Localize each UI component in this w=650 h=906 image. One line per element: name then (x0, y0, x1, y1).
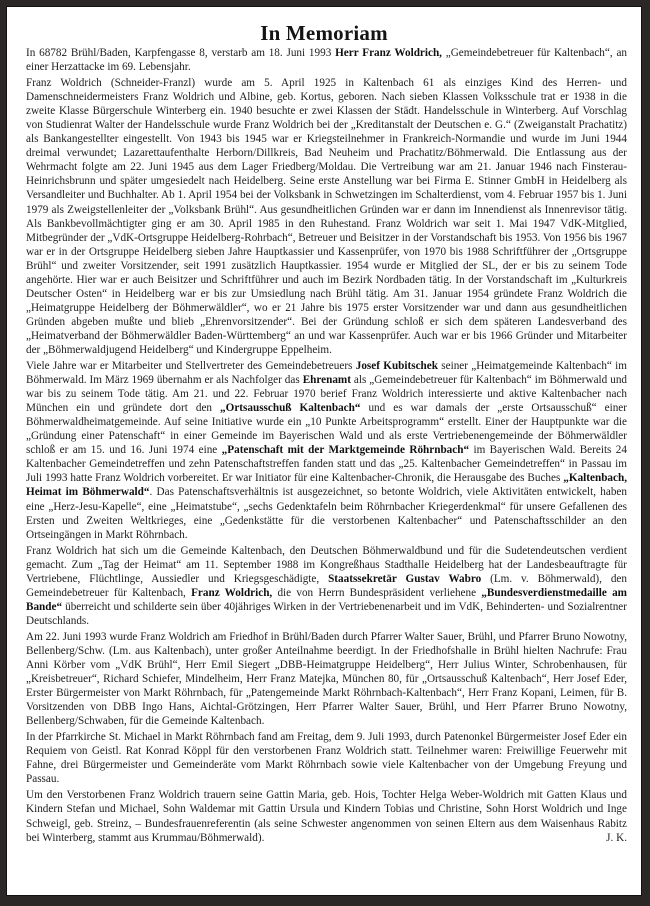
text-run: im Bayerischen Wald. Bereits 24 Kaltenbacher Gemeindetreffen und zehn Patenschaftstreffen fanden statt und das „25. Kaltenbacher Gemeindetreffen“ in Passau im Juli 1993 hatte Franz Woldrich vorbereitet. Er war Initiator für eine Kaltenbacher-Chronik, die Herausgabe des Buches (26, 444, 627, 485)
text-run: . Das Patenschaftsverhältnis ist ausgezeichnet, so betonte Woldrich, viele Aktivitäten entwickelt, haben eine „Herz-Jesu-Kapelle“, eine „Heimatstube“, „sechs Gedenktafeln beim Röhrnbacher Kriegerdenkmal“ für unsere Gefallenen des Ersten und Zweiten Weltkrieges, eine „Gedenkstätte für die verstorbenen Kaltenbacher“ und Patenschaftsschilder an den Ortseingängen in Markt Röhrnbach. (26, 486, 627, 541)
paragraph-funeral (26, 630, 627, 728)
emphasized-text: Josef Kubitschek (355, 360, 438, 373)
emphasized-text: Franz Woldrich, (191, 586, 273, 599)
paragraph-biography (26, 76, 627, 357)
text-run: Franz Woldrich (Schneider-Franzl) wurde am 5. April 1925 in Kaltenbach 61 als einziges Kind des Herren- und Damenschneidermeisters Franz Woldrich und Albine, geb. Kortus, geboren. Nach sieben Klassen Volksschule trat er 1938 in die zweite Klasse Bürgerschule Winterberg ein. 1940 besuchte er zwei Klassen der Städt. Handelsschule in Winterberg. Auf Vorschlag von Studienrat Walter der Handelsschule wurde Franz Woldrich bei der „Kreditanstalt der Deutschen e. G.“ (Zweiganstalt Prachatitz) als Bankangestellter eingestellt. Von 1943 bis 1945 war er Kriegsteilnehmer in Frankreich-Normandie und wurde im Juni 1944 dreimal verwundet; Lazarettaufenthalte Herborn/Dillkreis, Bad Neuheim und Prachatitz/Böhmerwald. Die Entlassung aus der Wehrmacht folgte am 22. Juni 1945 aus dem Lager Friedberg/Moldau. Die Vertreibung war am 21. Januar 1946 nach Finsterau-Heinrichsbrunn und später umgesiedelt nach Heidelberg. Seine erste Anstellung war bei Firma E. Stinner GmbH in Heidelberg als Versandleiter und Buchhalter. Ab 1. April 1954 bei der Volksbank in Schwetzingen im Schalterdienst, vom 4. Februar 1957 bis 1. Juni 1979 als Zweigstellenleiter der „Volksbank Brühl“. Aus gesundheitlichen Gründen war er dann im Innendienst als Innenrevisor tätig. Als Bankbevollmächtigter ging er am 30. April 1985 in den Ruhestand. Franz Woldrich war seit 1. Mai 1947 VdK-Mitglied, Mitbegründer der „VdK-Ortsgruppe Heidelberg-Rohrbach“, Betreuer und Beisitzer in der Vorstandschaft bis 1953. Von 1956 bis 1967 war er in der Ortsgruppe Heidelberg sieben Jahre Hauptkassier und Kassenprüfer, von 1970 bis 1988 Schriftführer der „Ortsgruppe Brühl“ und zweiter Vorsitzender, seit 1991 zusätzlich Hauptkassier. 1954 wurde er Mitglied der SL, der er bis zu seinem Tode angehörte. Hier war er auch Beisitzer und Schriftführer und auch im Bezirk Nordbaden tätig. In der Vorstandschaft im „Kulturkreis Deutscher Osten“ in Heidelberg war er bis zur Umsiedlung nach Brühl tätig. Am 31. Januar 1954 gründete Franz Woldrich die „Heimatgruppe Heidelberg der Böhmerwäldler“, wo er 21 Jahre bis 1975 erster Vorsitzender war und dann aus gesundheitlichen Gründen abgeben mußte und blieb „Ehrenvorsitzender“. Bei der Gründung schloß er sich dem späteren Landesverband des „Heimatverband der Böhmerwäldler Baden-Württemberg“ an und war Kassenprüfer. Auch war er bis 1966 Gründer und Mitarbeiter der „Böhmerwaldjugend Heidelberg“ und Kindergruppe Eppelheim. (26, 77, 627, 356)
emphasized-text: Staatssekretär Gustav Wabro (328, 572, 482, 585)
text-run: die von Herrn Bundespräsident verliehene (272, 586, 482, 599)
paragraph-requiem (26, 730, 627, 786)
paragraph-kaltenbach-work (26, 359, 627, 542)
page-title: In Memoriam (260, 21, 388, 45)
paragraph-honors (26, 544, 627, 628)
emphasized-text: „Kaltenbach, Heimat im Böhmerwald“ (26, 472, 627, 499)
text-run: Viele Jahre war er Mitarbeiter und Stellvertreter des Gemeindebetreuers (26, 360, 356, 373)
text-run: als „Gemeindebetreuer für Kaltenbach“ im Böhmerwald und war bis zu seinem Tode tätig. Am 21. und 22. Februar 1970 berief Franz Woldrich interessierte und aktive Kaltenbacher nach München ein und gründete dort den (26, 374, 628, 415)
emphasized-text: „Ortsausschuß Kaltenbach“ (220, 402, 361, 415)
emphasized-text: Herr Franz Woldrich, (335, 47, 442, 59)
author-signature: J. K. (606, 831, 627, 844)
text-run: (Lm. v. Böhmerwald), den Gemeindebetreuer für Kaltenbach, (26, 572, 627, 599)
emphasized-text: „Bundesverdienstmedaille am Bande“ (26, 586, 627, 613)
emphasized-text: „Patenschaft mit der Marktgemeinde Röhrnbach“ (221, 444, 470, 457)
text-run: Um den Verstorbenen Franz Woldrich trauern seine Gattin Maria, geb. Hois, Tochter Helga Weber-Woldrich mit Gatten Klaus und Kindern Stefan und Michael, Sohn Waldemar mit Gattin Ursula und Kindern Tobias und Christine, Sohn Horst Woldrich und Inge Schweigl, geb. Streinz, – Bundesfrauenreferentin (als seine Schwester angenommen von seinen Eltern aus dem Waisenhaus Rabitz bei Winterberg, stammt aus Krummau/Böhmerwald). (26, 789, 627, 844)
text-run: Franz Woldrich hat sich um die Gemeinde Kaltenbach, den Deutschen Böhmerwaldbund und für die Sudetendeutschen verdient gemacht. Zum „Tag der Heimat“ am 11. September 1988 im Kongreßhaus Stadthalle Heidelberg hat der Landesbeauftragte für Vertriebene, Flüchtlinge, Aussiedler und Kriegsgeschädigte, (26, 544, 627, 585)
paragraph-mourners (26, 788, 627, 844)
text-run: Am 22. Juni 1993 wurde Franz Woldrich am Friedhof in Brühl/Baden durch Pfarrer Walter Sauer, Brühl, und Pfarrer Bruno Nowotny, Bellenberg/Schw. (Lm. aus Kaltenbach), unter großer Anteilnahme beerdigt. In der Friedhofshalle in Brühl hielten Nachrufe: Frau Anni Körber vom „VdK Brühl“, Herr Emil Siegert „DBB-Heimatgruppe Heidelberg“, Herr Julius Winter, Schrobenhausen, für „Kreisbetreuer“, Richard Schiefer, Mindelheim, Herr Franz Matejka, München 80, für „Ortsausschuß Kaltenbach“, Herr Josef Eder, Erster Bürgermeister von Markt Röhrnbach, für „Patengemeinde Markt Röhrnbach-Kaltenbach“, Herr Franz Kopani, Leimen, für B. Vorsitzenden von DBB Ingo Hans, Aichtal-Grötzingen, Herr Pfarrer Walter Sauer, Brühl, und Herr Pfarrer Bruno Nowotny, Bellenberg/Schwaben, für die Gemeinde Kaltenbach. (26, 630, 627, 728)
text-run: „Gemeindebetreuer für Kaltenbach“, an einer Herzattacke im 69. Lebensjahr. (26, 47, 628, 74)
obituary-body (7, 46, 641, 845)
obituary-page (6, 6, 642, 896)
text-run: seiner „Heimatgemeinde Kaltenbach“ im Böhmerwald. Im März 1969 übernahm er als Nachfolger das (26, 360, 627, 387)
text-run: überreicht und schilderte sein über 40jähriges Wirken in der Vertriebenenarbeit und im VdK, Behinderten- und Sozialrentner Deutschlands. (26, 600, 627, 627)
paragraph-announcement (26, 46, 627, 74)
text-run: In 68782 Brühl/Baden, Karpfengasse 8, verstarb am 18. Juni 1993 (26, 47, 336, 59)
emphasized-text: Ehrenamt (302, 374, 351, 387)
text-run: In der Pfarrkirche St. Michael in Markt Röhrnbach fand am Freitag, dem 9. Juli 1993, durch Patenonkel Bürgermeister Josef Eder ein Requiem von Geistl. Rat Konrad Köppl für den verstorbenen Franz Woldrich statt. Teilnehmer waren: Freiwillige Feuerwehr mit Fahne, drei Bürgermeister und Gemeinderäte vom Markt Röhrnbach sowie viele Kaltenbacher von der Umgebung Freyung und Passau. (26, 731, 627, 786)
text-run: und es war damals der „erste Ortsausschuß“ einer Böhmerwaldheimatgemeinde. Auf seine Initiative wurde ein „10 Punkte Arbeitsprogramm“ erstellt. Einer der Hauptpunkte war die „Gründung einer Patenschaft“ in einer Gemeinde im Bayerischen Wald und als erste Vertriebenengemeinde der Böhmerwäldler schloß er am 15. und 16. Juni 1974 eine (26, 402, 627, 457)
